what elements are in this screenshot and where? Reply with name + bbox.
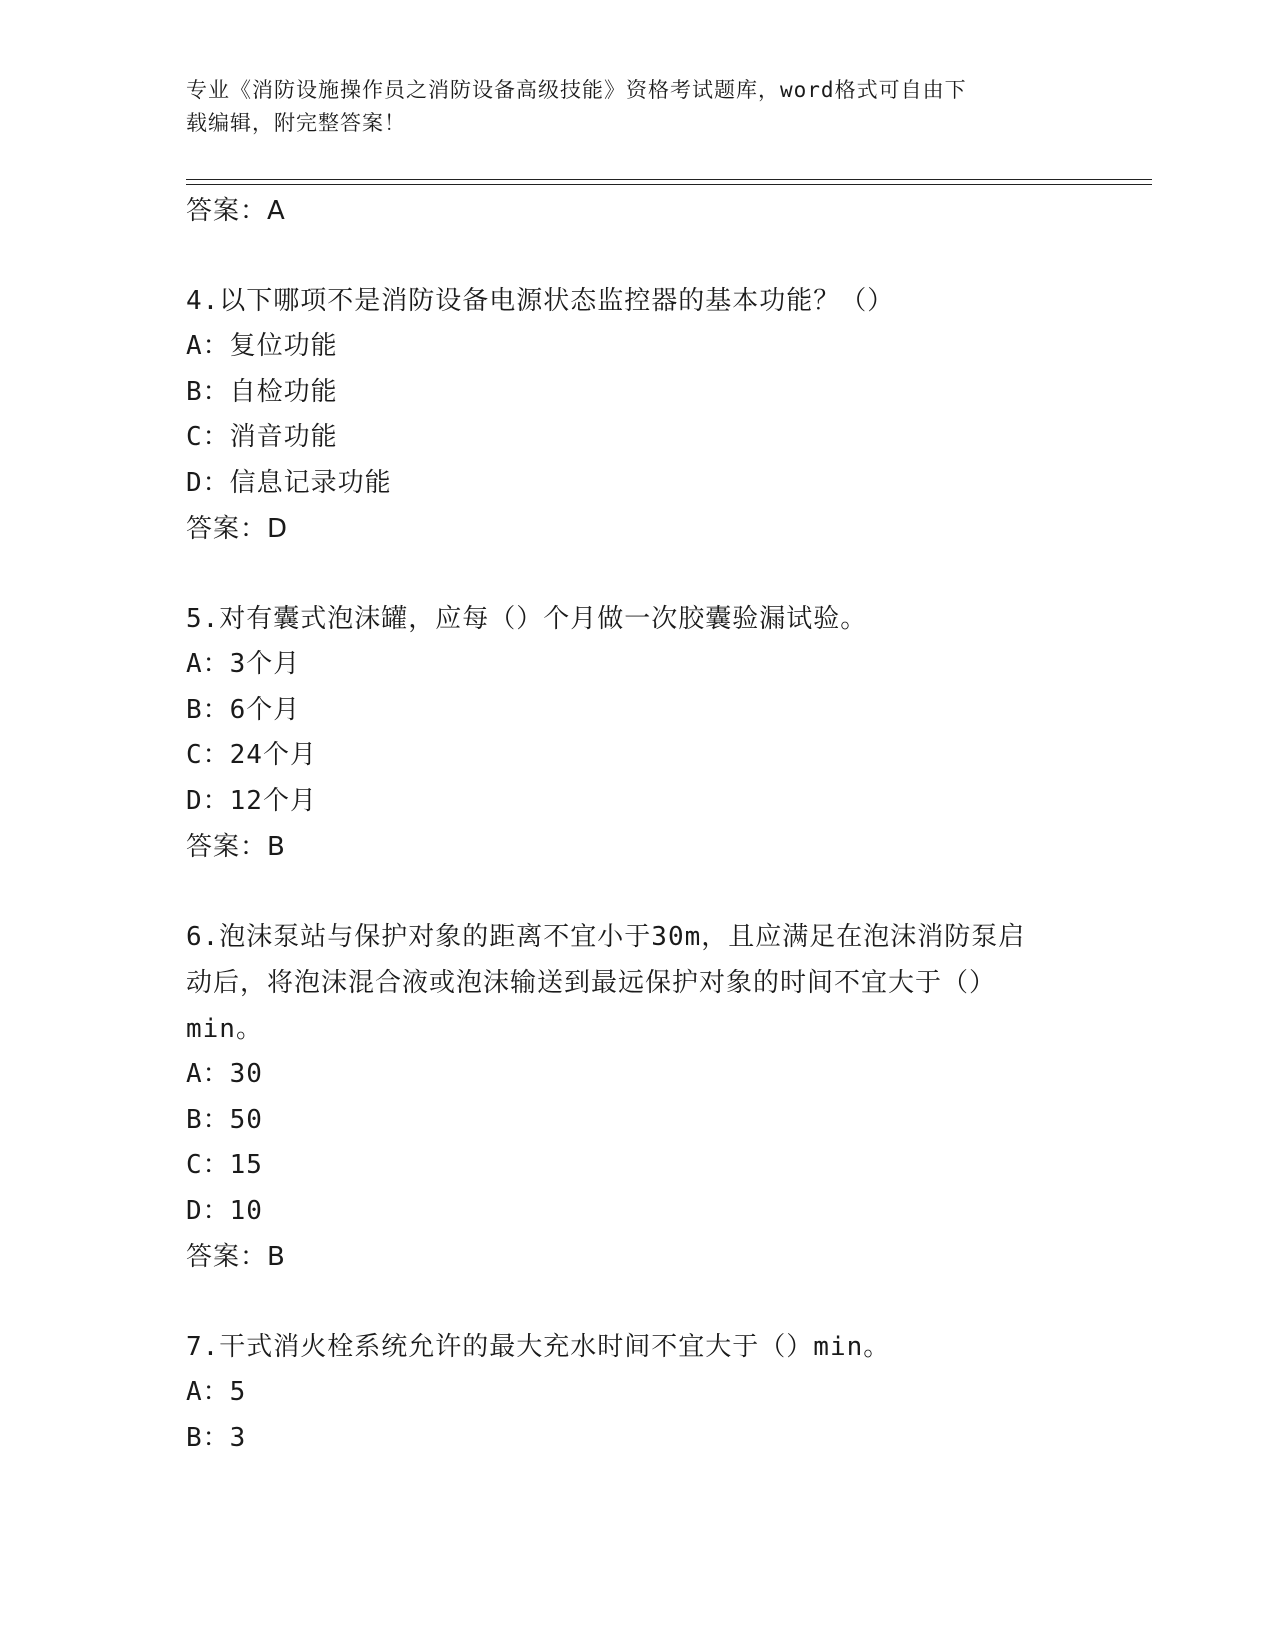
option-b: B：50 [186,1104,263,1135]
question-text: 4.以下哪项不是消防设备电源状态监控器的基本功能？（） [186,286,895,316]
question-4 [186,278,1086,552]
option-a: A：复位功能 [186,331,338,361]
option-a: A：30 [186,1059,263,1089]
option-d: D：12个月 [186,785,317,816]
spacer [186,1280,1086,1324]
header-line-2: 载编辑，附完整答案！ [186,111,406,135]
option-b: B：3 [186,1422,247,1453]
question-text-line-2: 动后，将泡沫混合液或泡沫输送到最远保护对象的时间不宜大于（） [186,968,997,998]
answer-line: 答案：B [186,832,286,862]
document-header [186,74,1066,140]
spacer [186,870,1086,914]
spacer [186,552,1086,596]
question-5 [186,596,1086,870]
option-b: B：6个月 [186,694,301,725]
question-text-line-1: 6.泡沫泵站与保护对象的距离不宜小于30m，且应满足在泡沫消防泵启 [186,922,1026,952]
question-list [186,188,1086,1461]
question-6 [186,914,1086,1280]
question-text-line-3: min。 [186,1014,263,1044]
option-a: A：3个月 [186,649,301,679]
header-divider-top [186,179,1152,180]
option-d: D：信息记录功能 [186,467,392,498]
header-divider-bottom [186,184,1152,185]
answer-line: 答案：D [186,514,289,544]
option-a: A：5 [186,1377,247,1407]
question-text: 5.对有囊式泡沫罐，应每（）个月做一次胶囊验漏试验。 [186,604,868,634]
answer-line: 答案：A [186,196,286,226]
spacer [186,234,1086,278]
option-d: D：10 [186,1195,263,1226]
option-c: C：15 [186,1150,263,1180]
header-line-1: 专业《消防设施操作员之消防设备高级技能》资格考试题库，word格式可自由下 [186,78,967,102]
question-text: 7.干式消火栓系统允许的最大充水时间不宜大于（）min。 [186,1332,891,1362]
option-b: B：自检功能 [186,376,338,407]
option-c: C：消音功能 [186,422,338,452]
option-c: C：24个月 [186,740,317,770]
question-7 [186,1324,1086,1461]
answer-line: 答案：B [186,1242,286,1272]
